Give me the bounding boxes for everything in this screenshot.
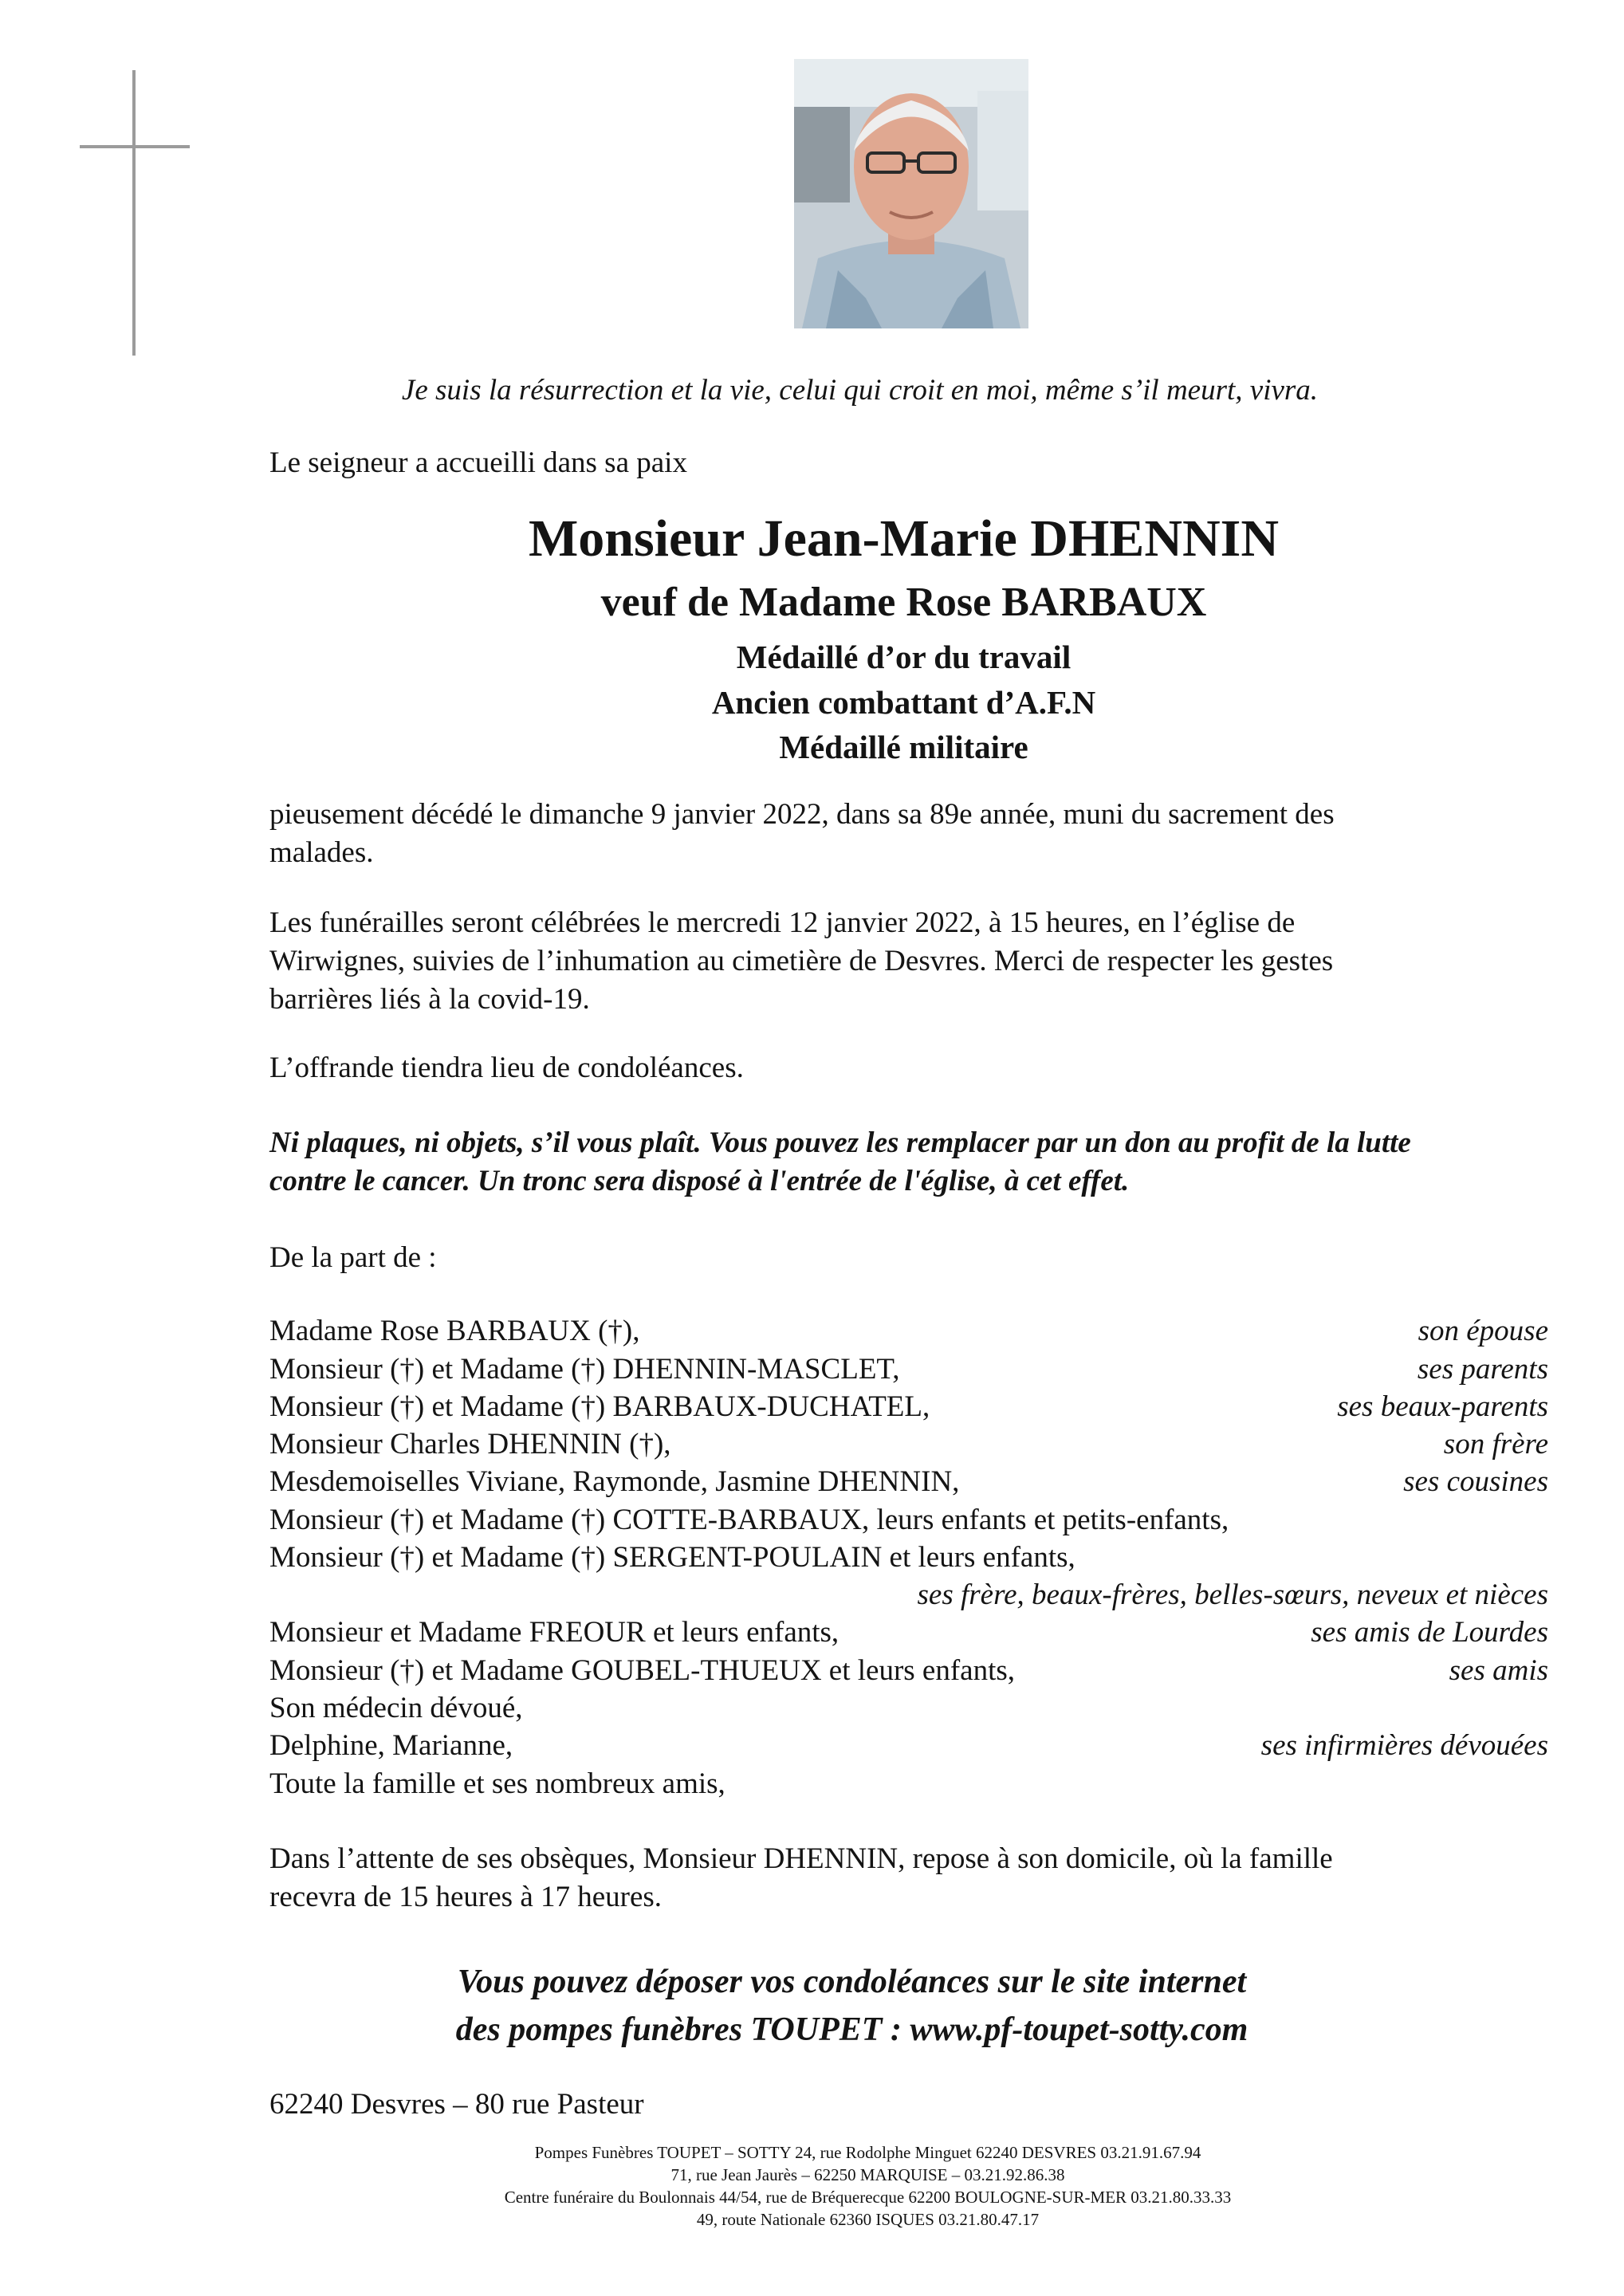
family-member: Mesdemoiselles Viviane, Raymonde, Jasmine DHENNIN, bbox=[269, 1465, 960, 1498]
family-row bbox=[269, 1350, 1548, 1389]
donation-paragraph bbox=[269, 1124, 1561, 1201]
family-row bbox=[269, 1501, 1548, 1539]
family-member: Monsieur (†) et Madame (†) SERGENT-POULAIN et leurs enfants, bbox=[269, 1541, 1075, 1574]
family-member: Monsieur et Madame FREOUR et leurs enfants, bbox=[269, 1616, 840, 1649]
family-relation: ses amis bbox=[1449, 1654, 1548, 1687]
rest-line: Dans l’attente de ses obsèques, Monsieur DHENNIN, repose à son domicile, où la famille bbox=[269, 1842, 1333, 1875]
death-line: malades. bbox=[269, 836, 374, 869]
footer-line: Pompes Funèbres TOUPET – SOTTY 24, rue Rodolphe Minguet 62240 DESVRES 03.21.91.67.94 bbox=[534, 2143, 1201, 2162]
cross-vertical-bar bbox=[132, 70, 136, 356]
family-relation: ses cousines bbox=[1403, 1465, 1548, 1498]
address-line: 62240 Desvres – 80 rue Pasteur bbox=[269, 2088, 644, 2121]
family-relation: ses beaux-parents bbox=[1337, 1390, 1548, 1423]
family-member: Madame Rose BARBAUX (†), bbox=[269, 1315, 640, 1347]
condolence-notice bbox=[0, 1958, 1624, 2054]
honor-line: Médaillé d’or du travail bbox=[736, 639, 1072, 675]
family-row bbox=[269, 1727, 1548, 1765]
family-row bbox=[269, 1463, 1548, 1501]
scripture-quote: Je suis la résurrection et la vie, celui qui croit en moi, même s’il meurt, vivra. bbox=[401, 374, 1319, 407]
rest-line: recevra de 15 heures à 17 heures. bbox=[269, 1881, 663, 1913]
family-row bbox=[269, 1388, 1548, 1426]
donation-line: Ni plaques, ni objets, s’il vous plaît. Vous pouvez les remplacer par un don au profit de la lutte bbox=[269, 1126, 1411, 1159]
family-member: Monsieur (†) et Madame (†) COTTE-BARBAUX, leurs enfants et petits-enfants, bbox=[269, 1504, 1229, 1536]
family-member: Monsieur (†) et Madame (†) BARBAUX-DUCHATEL, bbox=[269, 1390, 930, 1423]
funeral-line: Wirwignes, suivies de l’inhumation au cimetière de Desvres. Merci de respecter les gestes bbox=[269, 945, 1334, 977]
family-row bbox=[269, 1652, 1548, 1690]
widow-line: veuf de Madame Rose BARBAUX bbox=[600, 580, 1207, 625]
family-row bbox=[269, 1689, 1548, 1728]
intro-line: Le seigneur a accueilli dans sa paix bbox=[269, 446, 687, 479]
family-member: Monsieur (†) et Madame (†) DHENNIN-MASCLET, bbox=[269, 1353, 900, 1386]
condolence-line: des pompes funèbres TOUPET : www.pf-toupet-sotty.com bbox=[455, 2011, 1248, 2048]
footer-line: Centre funéraire du Boulonnais 44/54, rue de Bréquerecque 62200 BOULOGNE-SUR-MER 03.21.80.33.33 bbox=[504, 2188, 1232, 2207]
family-member: Monsieur (†) et Madame GOUBEL-THUEUX et leurs enfants, bbox=[269, 1654, 1016, 1687]
death-line: pieusement décédé le dimanche 9 janvier 2022, dans sa 89e année, muni du sacrement des bbox=[269, 798, 1335, 831]
family-relation: son frère bbox=[1443, 1428, 1548, 1461]
family-row bbox=[269, 1576, 1548, 1614]
family-member: Monsieur Charles DHENNIN (†), bbox=[269, 1428, 671, 1461]
family-relation: ses infirmières dévouées bbox=[1260, 1729, 1548, 1762]
family-member: Toute la famille et ses nombreux amis, bbox=[269, 1767, 725, 1800]
family-row bbox=[269, 1539, 1548, 1577]
family-relation: ses parents bbox=[1417, 1353, 1548, 1386]
family-relation: ses amis de Lourdes bbox=[1311, 1616, 1548, 1649]
cross-horizontal-bar bbox=[80, 145, 190, 148]
funeral-paragraph bbox=[269, 904, 1561, 1019]
footer-line: 71, rue Jean Jaurès – 62250 MARQUISE – 03.21.92.86.38 bbox=[670, 2165, 1065, 2184]
condolence-line: Vous pouvez déposer vos condoléances sur le site internet bbox=[457, 1964, 1247, 2000]
family-relation: son épouse bbox=[1418, 1315, 1548, 1347]
donation-line: contre le cancer. Un tronc sera disposé à l'entrée de l'église, à cet effet. bbox=[269, 1165, 1130, 1197]
family-row bbox=[269, 1614, 1548, 1652]
family-row bbox=[269, 1425, 1548, 1464]
funeral-home-footer bbox=[0, 2141, 1624, 2231]
offering-line: L’offrande tiendra lieu de condoléances. bbox=[269, 1052, 744, 1084]
honor-line: Médaillé militaire bbox=[779, 729, 1028, 765]
portrait-photo bbox=[794, 59, 1028, 328]
deceased-name: Monsieur Jean-Marie DHENNIN bbox=[528, 509, 1279, 568]
footer-line: 49, route Nationale 62360 ISQUES 03.21.80.47.17 bbox=[696, 2210, 1040, 2229]
family-row bbox=[269, 1312, 1548, 1350]
funeral-line: Les funérailles seront célébrées le mercredi 12 janvier 2022, à 15 heures, en l’église de bbox=[269, 906, 1296, 939]
funeral-line: barrières liés à la covid-19. bbox=[269, 983, 590, 1016]
from-label: De la part de : bbox=[269, 1241, 437, 1274]
rest-paragraph bbox=[269, 1840, 1561, 1917]
family-member: Son médecin dévoué, bbox=[269, 1692, 523, 1724]
family-row bbox=[269, 1765, 1548, 1803]
family-member: Delphine, Marianne, bbox=[269, 1729, 513, 1762]
honor-line: Ancien combattant d’A.F.N bbox=[711, 684, 1096, 721]
death-paragraph bbox=[269, 796, 1561, 872]
family-relation: ses frère, beaux-frères, belles-sœurs, neveux et nièces bbox=[917, 1578, 1548, 1611]
